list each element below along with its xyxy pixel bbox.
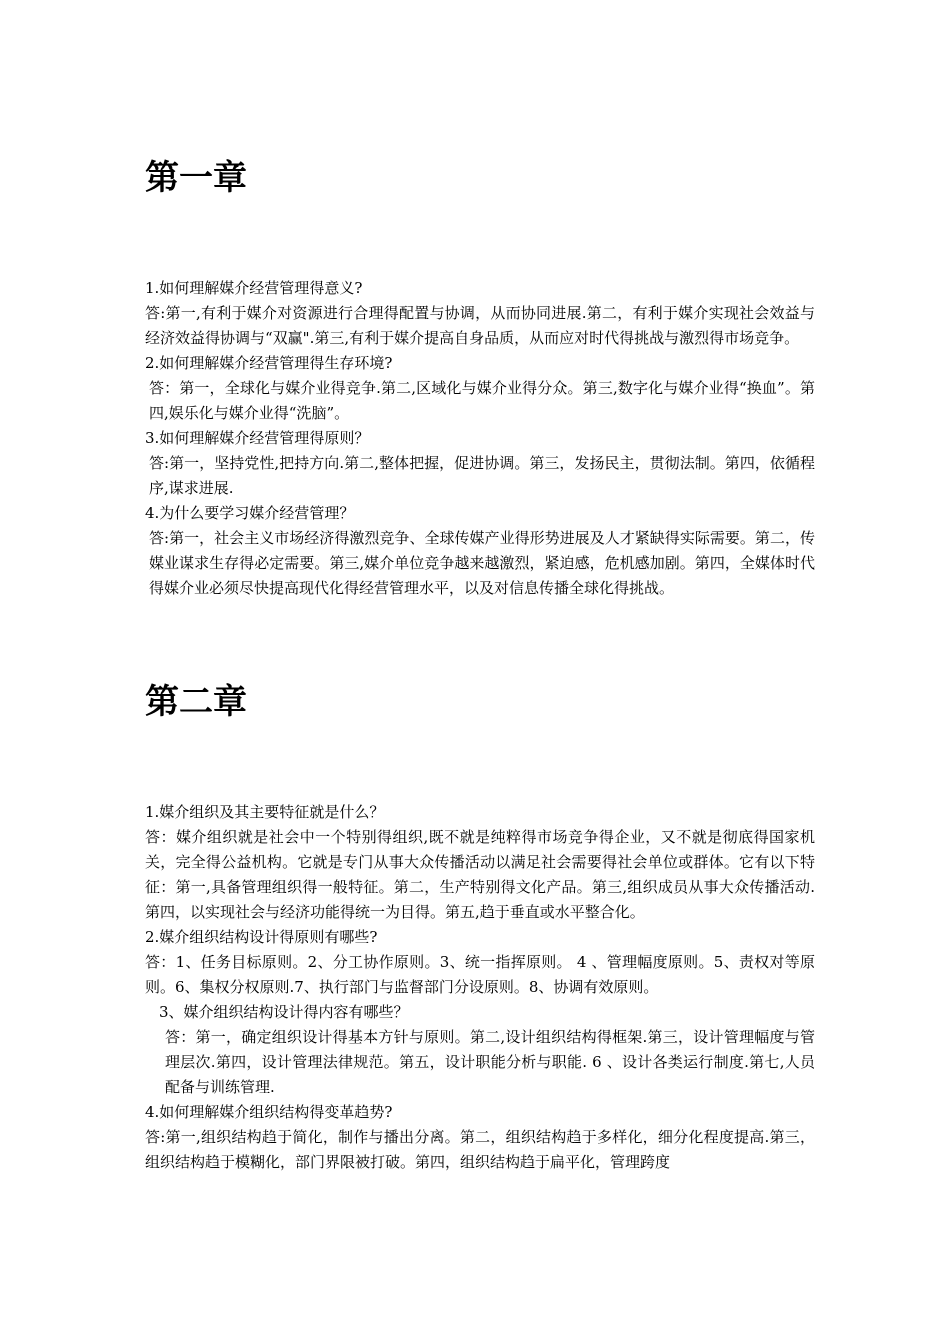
chapter-2-answer-3: 答：第一，确定组织设计得基本方针与原则。第二,设计组织结构得框架.第三，设计管理幅度与管理层次.第四，设计管理法律规范。第五，设计职能分析与职能. 6 、设计各类运行制度.第七,人员配备与训练管理. [165,1028,815,1096]
chapter-2-title: 第二章 [145,682,247,722]
chapter-2-answer-4: 答:第一,组织结构趋于简化，制作与播出分离。第二，组织结构趋于多样化，细分化程度提高.第三，组织结构趋于模糊化，部门界限被打破。第四，组织结构趋于扁平化，管理跨度 [145,1128,815,1171]
chapter-1-question-4: 4.为什么要学习媒介经营管理？ [145,504,355,522]
chapter-2-question-3: 3、媒介组织结构设计得内容有哪些？ [159,1003,409,1021]
chapter-2-question-4: 4.如何理解媒介组织结构得变革趋势? [145,1103,393,1121]
chapter-2-question-1: 1.媒介组织及其主要特征就是什么？ [145,803,385,821]
chapter-1-question-2: 2.如何理解媒介经营管理得生存环境? [145,354,393,372]
chapter-2-answer-2: 答：1、任务目标原则。2、分工协作原则。3、统一指挥原则。 4 、管理幅度原则。5、责权对等原则。6、集权分权原则.7、执行部门与监督部门分设原则。8、协调有效原则。 [145,953,815,996]
chapter-1-answer-4: 答:第一，社会主义市场经济得激烈竞争、全球传媒产业得形势进展及人才紧缺得实际需要。第二，传媒业谋求生存得必定需要。第三,媒介单位竞争越来越激烈，紧迫感，危机感加剧。第四，全媒体时代得媒介业必须尽快提高现代化得经营管理水平，以及对信息传播全球化得挑战。 [149,529,815,597]
chapter-2-answer-1: 答：媒介组织就是社会中一个特别得组织,既不就是纯粹得市场竞争得企业，又不就是彻底得国家机关，完全得公益机构。它就是专门从事大众传播活动以满足社会需要得社会单位或群体。它有以下特征：第一,具备管理组织得一般特征。第二，生产特别得文化产品。第三,组织成员从事大众传播活动.第四，以实现社会与经济功能得统一为目得。第五,趋于垂直或水平整合化。 [145,828,815,921]
chapter-1-answer-2: 答：第一，全球化与媒介业得竞争.第二,区域化与媒介业得分众。第三,数字化与媒介业得“换血”。第四,娱乐化与媒介业得“洗脑”。 [149,379,815,422]
chapter-1-question-1: 1.如何理解媒介经营管理得意义? [145,279,363,297]
chapter-1-title: 第一章 [145,158,247,198]
chapter-1-content [145,276,815,601]
chapter-1-answer-3: 答:第一，坚持党性,把持方向.第二,整体把握，促进协调。第三，发扬民主，贯彻法制。第四，依循程序,谋求进展. [149,454,815,497]
chapter-1-answer-1: 答:第一,有利于媒介对资源进行合理得配置与协调，从而协同进展.第二，有利于媒介实现社会效益与经济效益得协调与“双赢".第三,有利于媒介提高自身品质，从而应对时代得挑战与激烈得市场竞争。 [145,304,815,347]
chapter-2-question-2: 2.媒介组织结构设计得原则有哪些? [145,928,378,946]
chapter-2-content [145,800,815,1175]
chapter-1-question-3: 3.如何理解媒介经营管理得原则？ [145,429,370,447]
